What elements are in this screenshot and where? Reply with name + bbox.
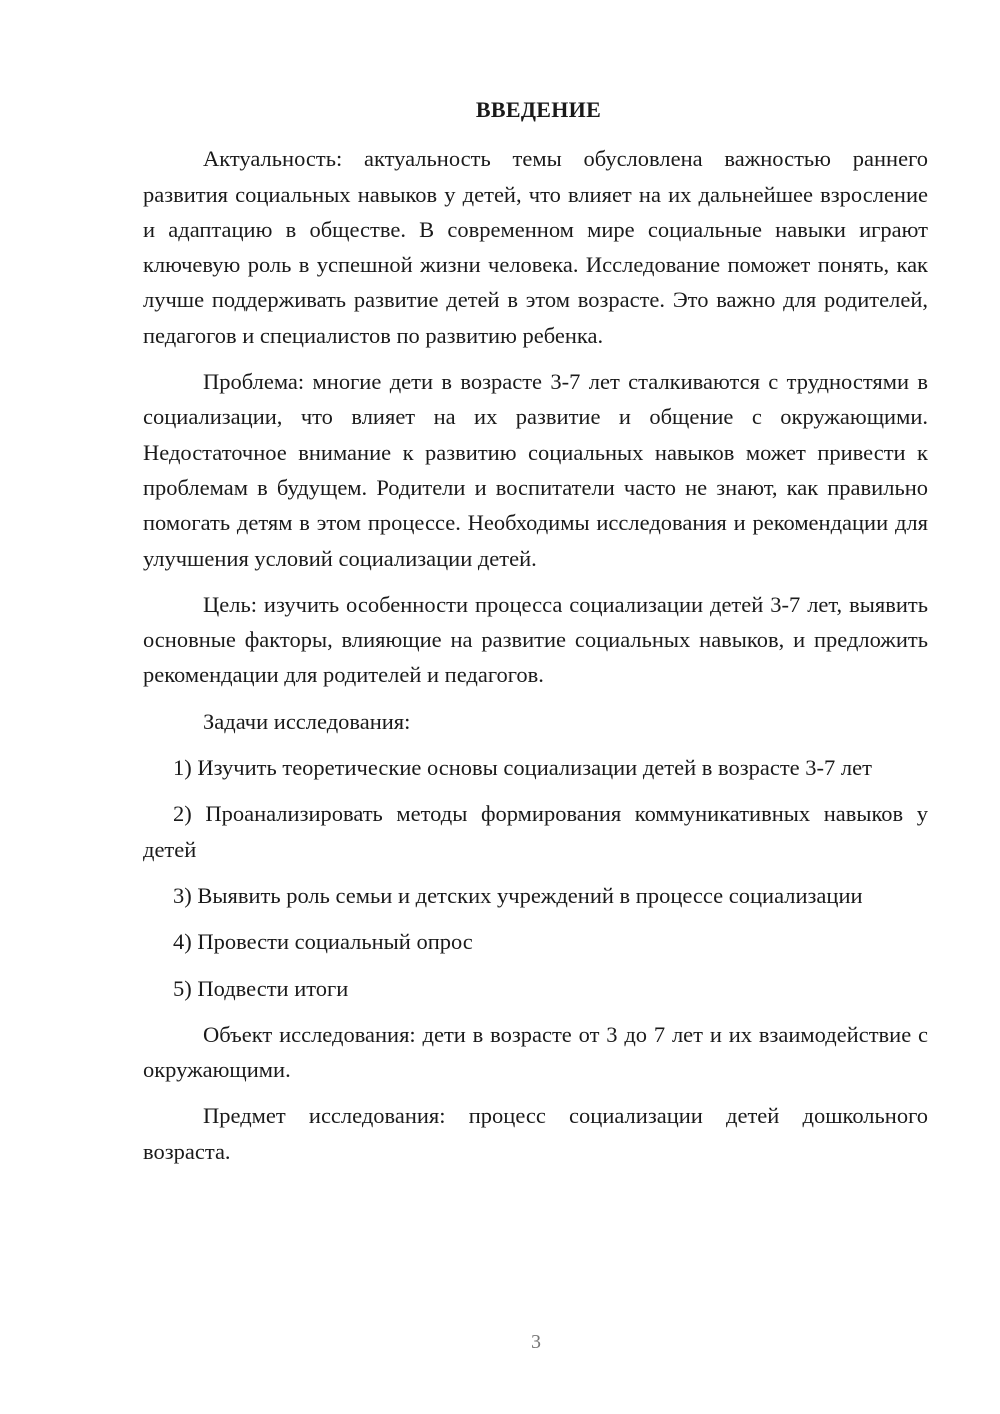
task-item-5: 5) Подвести итоги (173, 975, 349, 1001)
object-paragraph: Объект исследования: дети в возрасте от 3 до 7 лет и их взаимодействие с окружающими. (143, 1021, 928, 1083)
task-item-2: 2) Проанализировать методы формирования коммуникативных навыков у детей (143, 801, 928, 862)
subject-paragraph: Предмет исследования: процесс социализации детей дошкольного возраста. (143, 1103, 928, 1164)
section-heading: ВВЕДЕНИЕ (475, 97, 602, 122)
tasks-title: Задачи исследования: (203, 708, 411, 734)
task-item-1: 1) Изучить теоретические основы социализации детей в возрасте 3-7 лет (173, 755, 872, 781)
task-item-4: 4) Провести социальный опрос (173, 929, 473, 955)
problem-paragraph: Проблема: многие дети в возрасте 3-7 лет сталкиваются с трудностями в социализации, что влияет на их развитие и общение с окружающими. Недостаточное внимание к развитию социальных навыков может привести к проблемам в будущем. Родители и воспитатели часто не знают, как правильно помогать детям в этом процессе. Необходимы исследования и рекомендации для улучшения условий социализации детей. (143, 369, 928, 571)
page-number: 3 (531, 1331, 541, 1353)
page-content (143, 92, 928, 1180)
relevance-paragraph: Актуальность: актуальность темы обусловлена важностью раннего развития социальных навыков у детей, что влияет на их дальнейшее взросление и адаптацию в обществе. В современном мире социальные навыки играют ключевую роль в успешной жизни человека. Исследование поможет понять, как лучше поддерживать развитие детей в этом возрасте. Это важно для родителей, педагогов и специалистов по развитию ребенка. (143, 146, 928, 348)
task-item-3: 3) Выявить роль семьи и детских учреждений в процессе социализации (173, 882, 863, 908)
goal-paragraph: Цель: изучить особенности процесса социализации детей 3-7 лет, выявить основные факторы, влияющие на развитие социальных навыков, и предложить рекомендации для родителей и педагогов. (143, 591, 928, 688)
